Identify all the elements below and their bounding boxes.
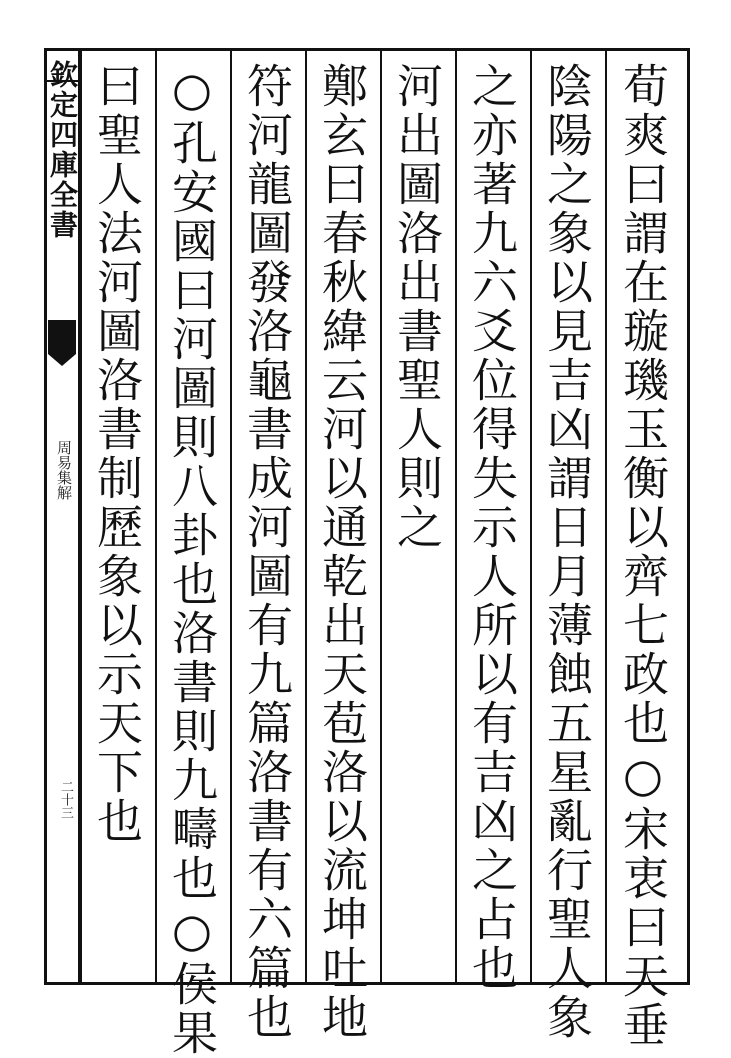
fishtail-icon [46,318,78,368]
text-column-3: 之亦著九六爻位得失示人所以有吉凶之占也 [465,62,519,993]
page-number: 二十三 [58,780,73,819]
text-column-6: 符河龍圖發洛龜書成河圖有九篇洛書有六篇也 [240,62,294,1042]
text-column-7: ○孔安國曰河圖則八卦也洛書則九疇也○侯果 [165,62,219,1058]
text-column-1: 荀爽曰謂在璇璣玉衡以齊七政也○宋衷曰天垂 [616,62,670,1050]
book-title: 周易集解 [55,440,73,500]
text-column-2: 陰陽之象以見吉凶謂日月薄蝕五星亂行聖人象 [540,62,594,1042]
text-column-8: 曰聖人法河圖洛書制歷象以示天下也 [90,62,144,846]
text-column-5: 鄭玄曰春秋緯云河以通乾出天苞洛以流坤吐地 [315,62,369,1042]
collection-title: 欽定四庫全書 [46,60,79,240]
text-column-4: 河出圖洛出書聖人則之 [390,62,444,552]
